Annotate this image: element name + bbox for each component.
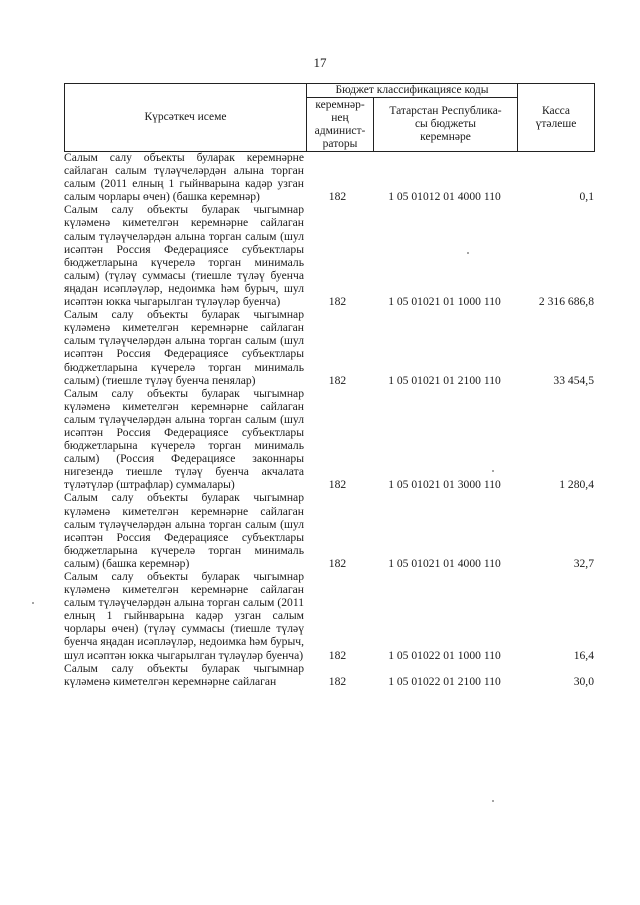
row-budget-code: 1 05 01022 01 1000 110 [388, 648, 501, 662]
table-row [64, 203, 594, 308]
row-name: Салым салу объекты буларак чыгымнар күләменә киметелгән керемнәрне сайлаган [64, 661, 304, 688]
row-name: Салым салу объекты буларак чыгымнар күләменә киметелгән керемнәрне сайлаган салым түләүчеләрдән алына торган салым (шул исәптән Россия Федерациясе субъектлары бюджетларына күчерелә торган минималь салым) (Россия Федерациясе законнары нигезендә тиешле түләү буенча акчалата түләтүләр (штрафлар) суммалары) [64, 386, 304, 492]
row-name: Салым салу объекты буларак чыгымнар күләменә киметелгән керемнәрне сайлаган салым түләүчеләрдән алына торган салым (шул исәптән Россия Федерациясе субъектлары бюджетларына күчерелә торган минималь салым) (башка керемнәр) [64, 491, 304, 570]
row-name: Салым салу объекты буларак чыгымнар күләменә киметелгән керемнәрне сайлаган салым түләүчеләрдән алына торган салым (2011 елның 1 гыйнварына кадәр узган салым чорлары өчен) (түләү суммасы (тиешле түләү буенча яңадан исәпләүләр, недоимка һәм бурыч, шул исәптән юкка чыгарылган түләүләр буенча) [64, 570, 304, 662]
row-budget-code: 1 05 01012 01 4000 110 [388, 190, 501, 204]
row-budget-code: 1 05 01022 01 2100 110 [388, 674, 501, 688]
row-admin-code: 182 [328, 556, 347, 570]
header-admin-line: раторы [322, 137, 358, 150]
row-name: Салым салу объекты буларак керемнәрне сайлаган салым түләүчеләрдән алына торган салым (2011 елның 1 гыйнварына кадәр узган салым чорлары өчен) (башка керемнәр) [64, 151, 304, 204]
row-admin-code: 182 [328, 478, 347, 492]
row-budget-code: 1 05 01021 01 1000 110 [388, 295, 501, 309]
row-budget-code: 1 05 01021 01 4000 110 [388, 556, 501, 570]
header-admin-line: админист- [314, 124, 366, 137]
row-name: Салым салу объекты буларак чыгымнар күләменә киметелгән керемнәрне сайлаган салым түләүчеләрдән алына торган салым (шул исәптән Россия Федерациясе субъектлары бюджетларына күчерелә торган минималь салым) (түләү суммасы (тиешле түләү буенча яңадан исәпләүләр, недоимка һәм бурыч, шул исәптән юкка чыгарылган түләүләр буенча) [64, 203, 304, 309]
table-row [64, 151, 594, 203]
page-number: 17 [313, 55, 327, 70]
row-admin-code: 182 [328, 674, 347, 688]
header-tatar-line: Татарстан Республика- [389, 105, 502, 117]
row-amount: 0,1 [579, 190, 594, 204]
header-admin-column [307, 98, 373, 151]
scan-speck [467, 252, 469, 254]
scan-speck [492, 470, 494, 472]
header-tatar-budget-column [374, 98, 517, 151]
table-row [64, 570, 594, 662]
row-amount: 32,7 [573, 556, 594, 570]
row-admin-code: 182 [328, 373, 347, 387]
table-row [64, 387, 594, 492]
row-admin-code: 182 [328, 190, 347, 204]
scan-speck [32, 602, 34, 604]
table-row [64, 491, 594, 570]
header-tatar-line: керемнәре [420, 131, 471, 143]
row-amount: 30,0 [573, 674, 594, 688]
row-admin-code: 182 [328, 648, 347, 662]
header-tatar-line: сы бюджеты [414, 118, 477, 130]
header-name-column: Күрсәткеч исеме [144, 111, 227, 123]
row-amount: 2 316 686,8 [538, 295, 594, 309]
header-amount-column [518, 84, 594, 151]
row-name: Салым салу объекты буларак чыгымнар күләменә киметелгән керемнәрне сайлаган салым түләүчеләрдән алына торган салым (шул исәптән Россия Федерациясе субъектлары бюджетларына күчерелә торган минималь салым) (тиешле түләү буенча пенялар) [64, 308, 304, 387]
table-row [64, 662, 594, 688]
row-budget-code: 1 05 01021 01 2100 110 [388, 373, 501, 387]
row-admin-code: 182 [328, 295, 347, 309]
header-budget-group: Бюджет классификациясе коды [335, 84, 489, 96]
table-body [64, 151, 594, 688]
row-amount: 16,4 [573, 648, 594, 662]
header-amount-line: Касса [541, 104, 571, 117]
table-row [64, 308, 594, 387]
header-admin-line: нең [331, 111, 349, 124]
row-amount: 1 280,4 [559, 478, 594, 492]
row-budget-code: 1 05 01021 01 3000 110 [388, 478, 501, 492]
scan-speck [492, 800, 494, 802]
header-amount-line: үтәлеше [535, 117, 577, 130]
row-amount: 33 454,5 [553, 373, 594, 387]
header-admin-line: керемнәр- [315, 98, 365, 111]
